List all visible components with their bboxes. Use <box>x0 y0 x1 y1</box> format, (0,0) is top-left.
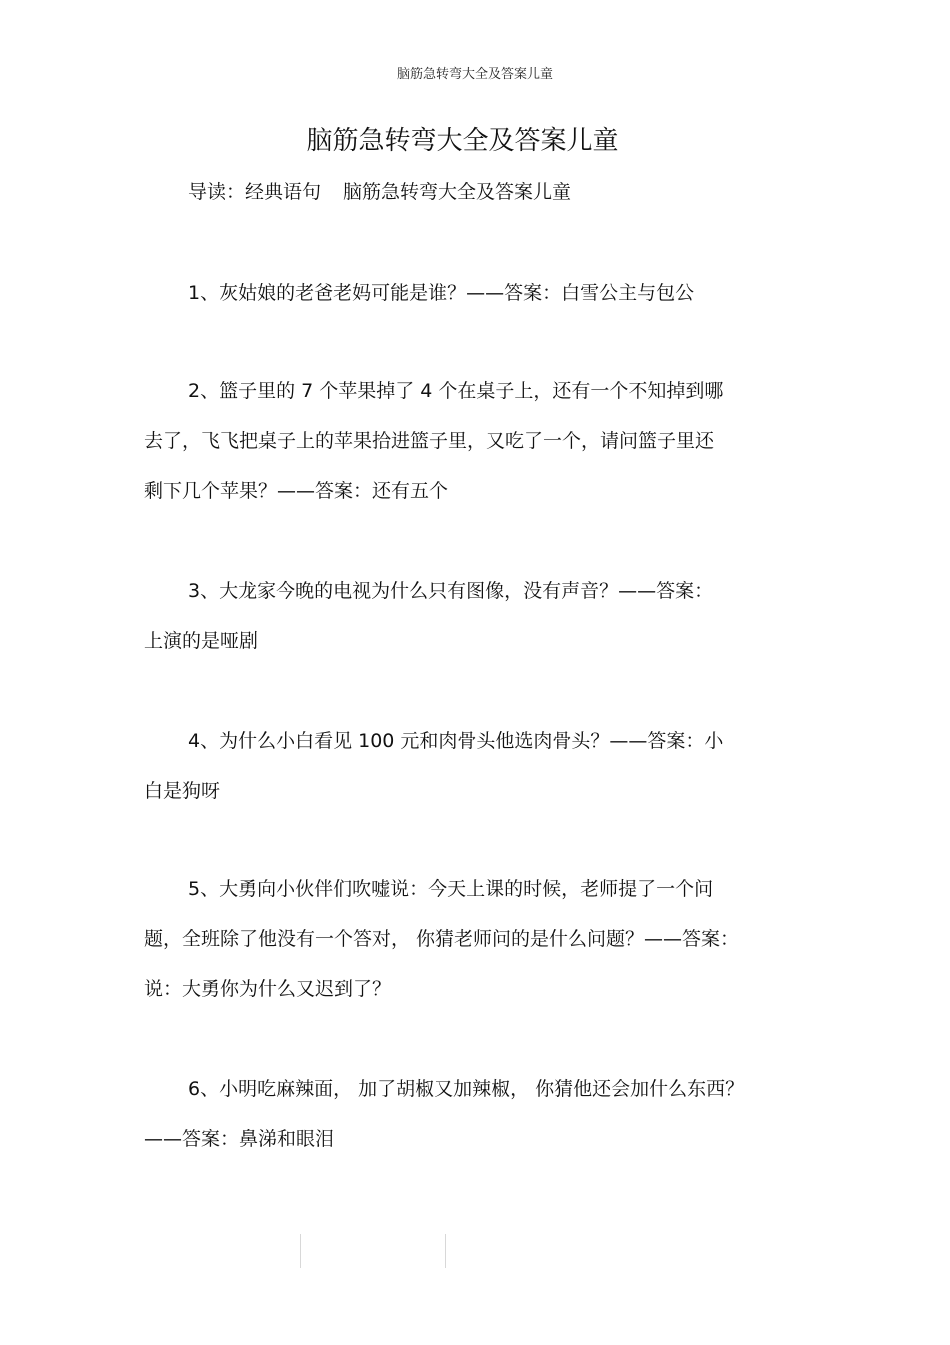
footer-divider-right <box>445 1234 446 1268</box>
question-3-line-1: 3、大龙家今晚的电视为什么只有图像，没有声音？——答案： <box>188 580 714 602</box>
question-4-line-2: 白是狗呀 <box>144 780 221 802</box>
question-5-line-1: 5、大勇向小伙伴们吹嘘说：今天上课的时候，老师提了一个问 <box>188 878 714 900</box>
question-4-line-1: 4、为什么小白看见 100 元和肉骨头他选肉骨头？——答案：小 <box>188 730 724 752</box>
question-1-line-1: 1、灰姑娘的老爸老妈可能是谁？——答案：白雪公主与包公 <box>188 282 695 304</box>
question-5 <box>144 864 794 1014</box>
question-5-line-3: 说：大勇你为什么又迟到了？ <box>144 978 392 1000</box>
question-3-line-2: 上演的是哑剧 <box>144 630 259 652</box>
question-5-line-2: 题，全班除了他没有一个答对， 你猜老师问的是什么问题？——答案： <box>144 928 740 950</box>
question-4 <box>144 716 794 816</box>
footer-divider-left <box>300 1234 301 1268</box>
intro-line <box>188 178 571 206</box>
intro-label: 导读：经典语句 <box>188 181 322 203</box>
question-6 <box>144 1064 794 1164</box>
document-title: 脑筋急转弯大全及答案儿童 <box>306 126 619 156</box>
question-6-line-1: 6、小明吃麻辣面， 加了胡椒又加辣椒， 你猜他还会加什么东西？ <box>188 1078 745 1100</box>
running-header: 脑筋急转弯大全及答案儿童 <box>396 67 553 82</box>
question-2-line-1: 2、篮子里的 7 个苹果掉了 4 个在桌子上，还有一个不知掉到哪 <box>188 380 724 402</box>
question-3 <box>144 566 794 666</box>
question-2-line-2: 去了，飞飞把桌子上的苹果拾进篮子里，又吃了一个，请问篮子里还 <box>144 430 715 452</box>
question-1 <box>144 268 794 318</box>
question-2 <box>144 366 794 516</box>
question-6-line-2: ——答案：鼻涕和眼泪 <box>144 1128 335 1150</box>
question-2-line-3: 剩下几个苹果？——答案：还有五个 <box>144 480 449 502</box>
intro-subject: 脑筋急转弯大全及答案儿童 <box>343 181 572 203</box>
